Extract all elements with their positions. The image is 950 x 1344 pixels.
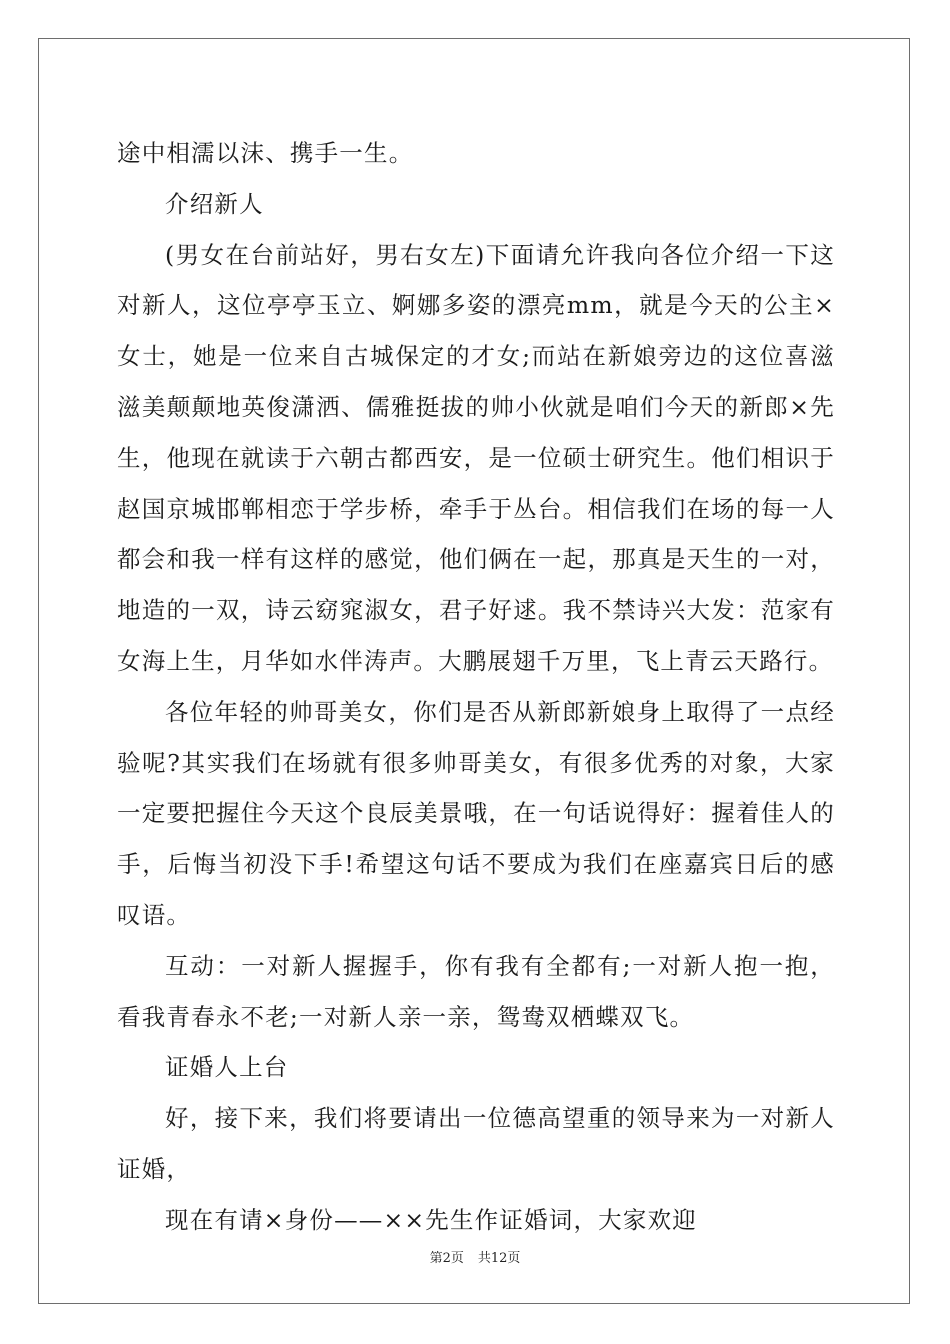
paragraph-introduction: (男女在台前站好，男右女左)下面请允许我向各位介绍一下这对新人，这位亭亭玉立、婀娜多姿的漂亮mm，就是今天的公主×女士，她是一位来自古城保定的才女;而站在新娘旁边的这位喜滋滋美颠颠地英俊潇洒、儒雅挺拔的帅小伙就是咱们今天的新郎×先生，他现在就读于六朝古都西安，是一位硕士研究生。他们相识于赵国京城邯郸相恋于学步桥，牵手于丛台。相信我们在场的每一人都会和我一样有这样的感觉，他们俩在一起，那真是天生的一对，地造的一双，诗云窈窕淑女，君子好逑。我不禁诗兴大发：范家有女海上生，月华如水伴涛声。大鹏展翅千万里，飞上青云天路行。: [117, 240, 835, 675]
paragraph-continuation: 途中相濡以沫、携手一生。: [117, 139, 414, 167]
paragraph-witness-invite: 好，接下来，我们将要请出一位德高望重的领导来为一对新人证婚，: [117, 1104, 835, 1183]
paragraph-witness-speech: 现在有请×身份——××先生作证婚词，大家欢迎: [165, 1205, 697, 1234]
paragraph-interaction: 互动：一对新人握握手，你有我有全都有;一对新人抱一抱，看我青春永不老;一对新人亲一亲，鸳鸯双栖蝶双飞。: [117, 951, 835, 1031]
page-total: 共12页: [477, 1251, 521, 1266]
document-body: [117, 128, 835, 1246]
paragraph-address-guests: 各位年轻的帅哥美女，你们是否从新郎新娘身上取得了一点经验呢?其实我们在场就有很多帅哥美女，有很多优秀的对象，大家一定要把握住今天这个良辰美景哦，在一句话说得好：握着佳人的手，后悔当初没下手!希望这句话不要成为我们在座嘉宾日后的感叹语。: [117, 697, 835, 929]
page-footer: [0, 1247, 950, 1266]
section-heading-witness: 证婚人上台: [165, 1053, 289, 1082]
page-number: 第2页: [429, 1251, 464, 1266]
section-heading-introduce-couple: 介绍新人: [165, 189, 264, 218]
